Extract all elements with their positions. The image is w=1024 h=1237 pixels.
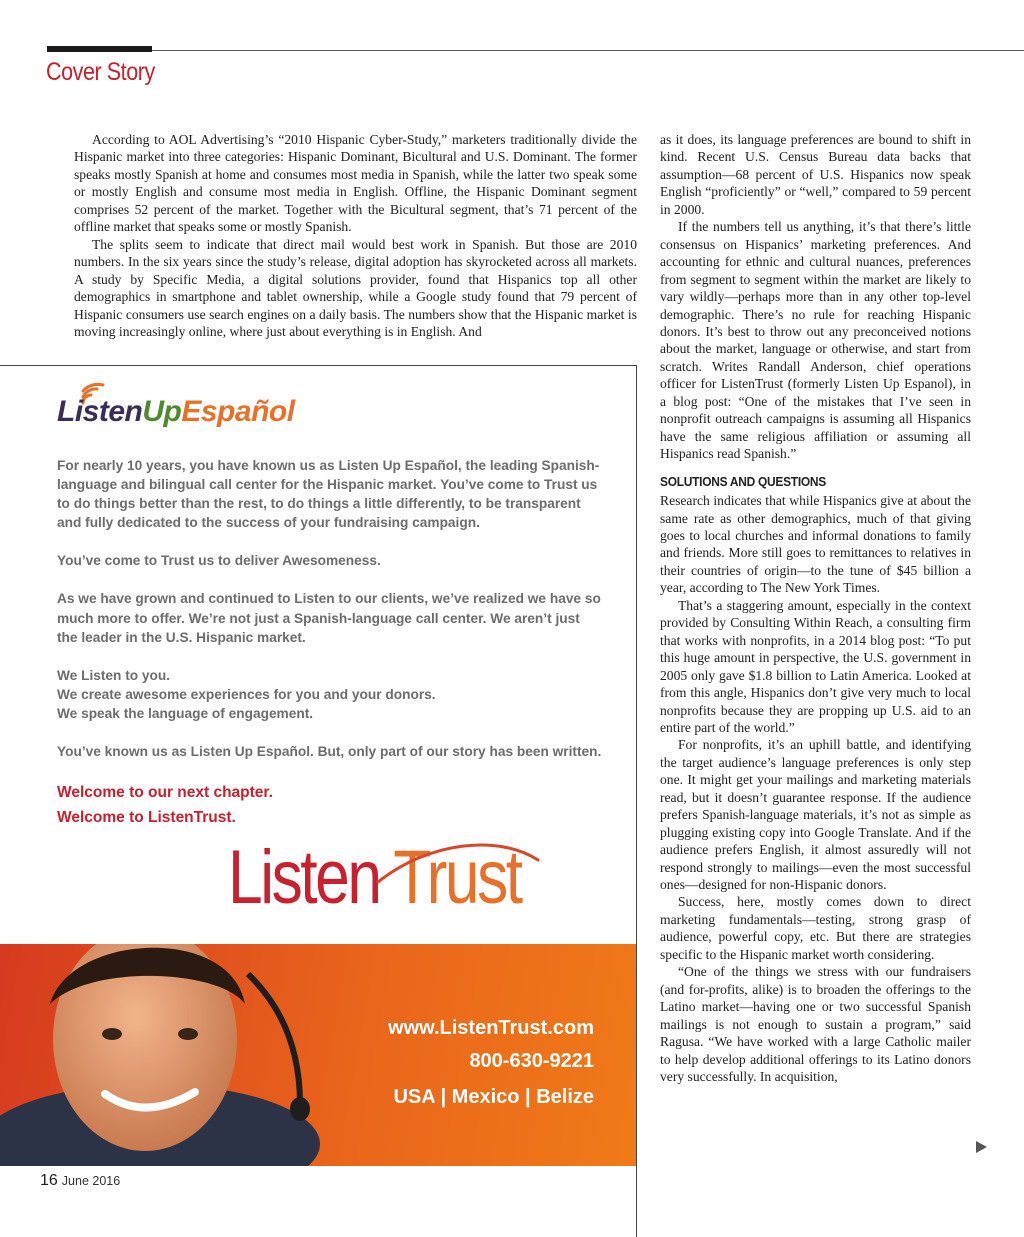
article-paragraph: For nonprofits, it’s an uphill battle, and identifying the target audience’s language preferences is only step one. It might get your mailings and marketing materials read, but it doesn’t guarantee response. If the audience prefers Spanish-language materials, it’s not as simple as plugging existing copy into Google Translate. And if the audience prefers English, it almost assuredly will not respond strongly to mailings—even the most successful ones—designed for non-Hispanic donors. bbox=[660, 737, 971, 893]
ad-welcome-lines bbox=[57, 781, 273, 830]
ad-website-link[interactable]: www.ListenTrust.com bbox=[388, 1017, 594, 1039]
header-rule-thick bbox=[47, 46, 152, 52]
logo-word-listen: Listen bbox=[228, 835, 380, 920]
logo-word-trust: Trust bbox=[393, 835, 521, 920]
ad-paragraph: As we have grown and continued to Listen to our clients, we’ve realized we have so much more to offer. We’re not just a Spanish-language call center. We aren’t just the leader in the U.S. Hispanic market. bbox=[57, 591, 601, 645]
ad-frame-top bbox=[0, 365, 637, 366]
ad-welcome-line: Welcome to ListenTrust. bbox=[57, 808, 236, 826]
ad-contact-banner bbox=[0, 944, 636, 1166]
logo-word-listen: Listen bbox=[57, 395, 143, 428]
ad-frame-right bbox=[636, 365, 637, 1237]
logo-word-up: Up bbox=[142, 395, 182, 428]
article-paragraph: “One of the things we stress with our fundraisers (and for-profits, alike) is to broaden the offerings to the Latino market—having one or two successful Spanish mailings is not enough to sustain a program,” said Ragusa. “We have worked with a large Catholic mailer to help develop additional offerings to its Latino donors very successfully. In acquisition, bbox=[660, 964, 971, 1085]
ad-paragraph: For nearly 10 years, you have known us as Listen Up Español, the leading Spanish-language and bilingual call center for the Hispanic market. You’ve come to Trust us to do things better than the rest, to do things a little differently, to be transparent and fully dedicated to the success of your fundraising campaign. bbox=[57, 458, 600, 531]
ad-paragraph: You’ve come to Trust us to deliver Awesomeness. bbox=[57, 553, 381, 569]
issue-date: June 2016 bbox=[61, 1174, 121, 1188]
ad-body-copy bbox=[57, 456, 602, 780]
call-center-agent-photo bbox=[0, 944, 330, 1166]
header-rule-thin bbox=[152, 50, 1024, 51]
ad-line: We Listen to you. bbox=[57, 667, 171, 683]
ad-country-list: USA | Mexico | Belize bbox=[393, 1086, 594, 1108]
article-paragraph: Success, here, mostly comes down to direct marketing fundamentals—testing, strong grasp of audience, powerful copy, etc. But there are strategies specific to the Hispanic market worth considering. bbox=[660, 894, 971, 962]
ad-paragraph: You’ve known us as Listen Up Español. But, only part of our story has been written. bbox=[57, 744, 602, 760]
article-right-column bbox=[660, 131, 971, 1085]
article-paragraph: If the numbers tell us anything, it’s that there’s little consensus on Hispanics’ marketing preferences. And accounting for ethnic and cultural nuances, preferences from segment to segment within the market are likely to vary wildly—perhaps more than in any other top-level demographic. There’s no rule for reaching Hispanic donors. It’s best to throw out any preconceived notions about the market, language or otherwise, and start from scratch. Writes Randall Anderson, chief operations officer for ListenTrust (formerly Listen Up Espanol), in a blog post: “One of the mistakes that I’ve seen in nonprofit outreach campaigns is assuming all Hispanics have the same religious affiliation or assuming all Hispanics read Spanish.” bbox=[660, 219, 971, 462]
article-paragraph: The splits seem to indicate that direct mail would best work in Spanish. But those are 2010 numbers. In the six years since the study’s release, digital adoption has skyrocketed across all markets. A study by Specific Media, a digital solutions provider, found that Hispanics top all other demographics in smartphone and tablet ownership, while a Google study found that 79 percent of Hispanic consumers use search engines on a daily basis. The numbers show that the Hispanic market is moving increasingly online, where just about everything is in English. And bbox=[74, 236, 637, 339]
article-paragraph: That’s a staggering amount, especially in the context provided by Consulting Within Reach, a consulting firm that works with nonprofits, in a 2014 blog post: “To put this huge amount in perspective, the U.S. government in 2005 only gave $1.8 billion to Latin America. Looked at from this angle, Hispanics don’t give very much to local nonprofits because they are propping up U.S. aid to an entire part of the world.” bbox=[660, 597, 971, 735]
article-paragraph: Research indicates that while Hispanics give at about the same rate as other demographics, much of that giving goes to local churches and informal donations to family and friends. More still goes to remittances to relatives in their countries of origin—to the tune of $45 billion a year, according to The New York Times. bbox=[660, 493, 971, 596]
listen-up-espanol-wordmark bbox=[57, 395, 295, 429]
ad-line: We create awesome experiences for you and your donors. bbox=[57, 686, 436, 702]
ad-welcome-line: Welcome to our next chapter. bbox=[57, 784, 273, 801]
logo-word-espanol: Español bbox=[181, 395, 295, 428]
ad-line: We speak the language of engagement. bbox=[57, 705, 314, 721]
page-number: 16 bbox=[40, 1172, 58, 1189]
section-label: Cover Story bbox=[46, 58, 155, 86]
logo-swoosh-icon bbox=[228, 830, 608, 890]
continue-arrow-icon bbox=[976, 1141, 987, 1153]
listentrust-logo bbox=[228, 830, 608, 930]
article-subhead: SOLUTIONS AND QUESTIONS bbox=[660, 473, 826, 489]
article-left-column bbox=[74, 131, 637, 340]
article-paragraph: as it does, its language preferences are bound to shift in kind. Recent U.S. Census Bureau data backs that assumption—68 percent of U.S. Hispanics now speak English “proficiently” or “well,” compared to 59 percent in 2000. bbox=[660, 132, 971, 217]
article-paragraph: According to AOL Advertising’s “2010 Hispanic Cyber-Study,” marketers traditionally divide the Hispanic market into three categories: Hispanic Dominant, Bicultural and U.S. Dominant. The former speaks mostly Spanish at home and consumes most media in Spanish, while the latter two speak some or mostly English and consume most media in English. Offline, the Hispanic Dominant segment comprises 52 percent of the market. Together with the Bicultural segment, that’s 71 percent of the offline market that speaks some or mostly Spanish. bbox=[74, 132, 637, 235]
ad-phone-number: 800-630-9221 bbox=[469, 1050, 594, 1072]
page-folio bbox=[40, 1172, 120, 1190]
